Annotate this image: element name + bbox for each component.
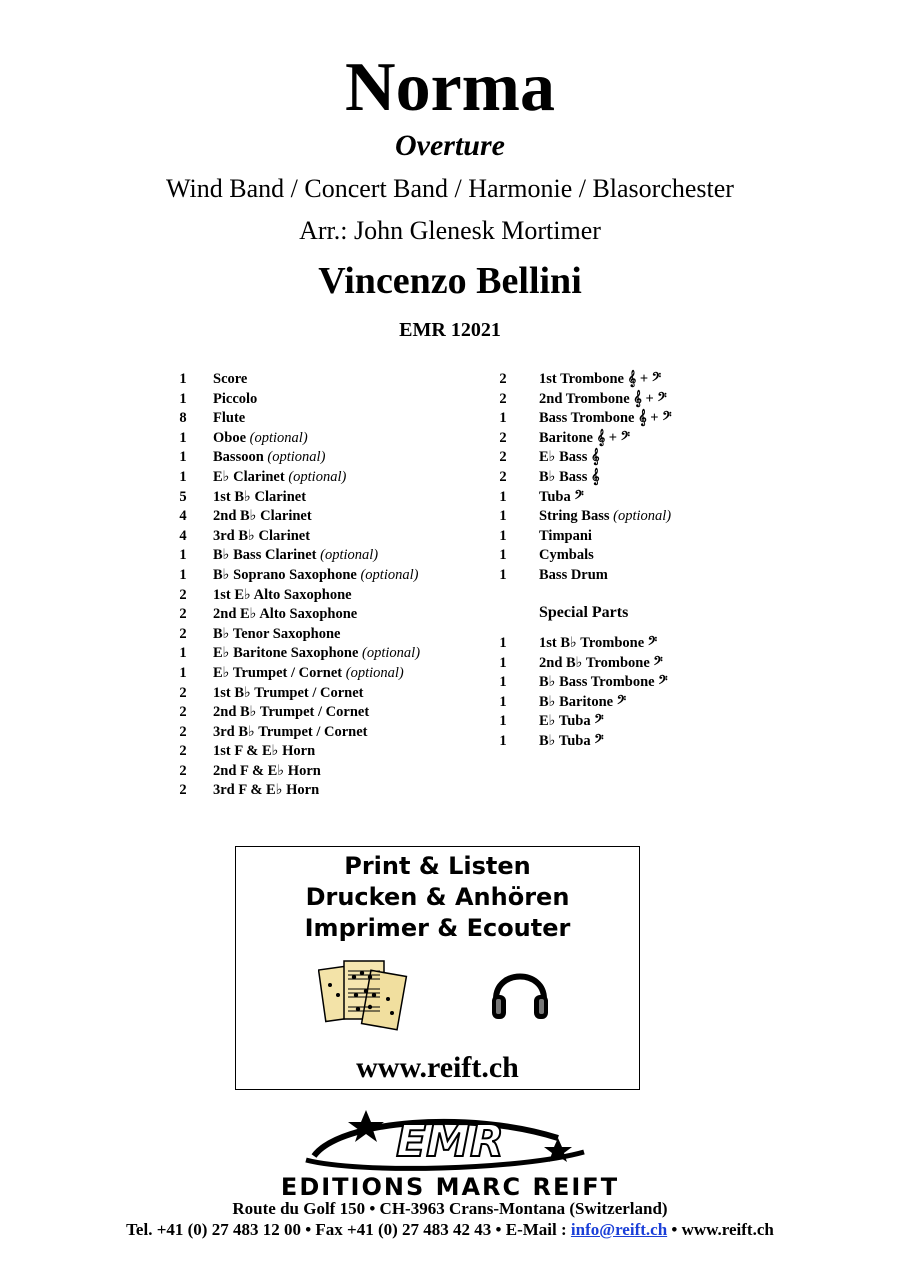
- part-label: Timpani: [539, 527, 592, 544]
- part-label: Bass Drum: [539, 566, 608, 583]
- part-row: [490, 409, 750, 429]
- part-label: String Bass: [539, 508, 610, 525]
- part-quantity: 1: [179, 390, 187, 407]
- part-row: [490, 654, 750, 674]
- part-optional-note: (optional): [249, 429, 308, 446]
- part-name: [213, 468, 346, 488]
- part-row: [170, 468, 490, 488]
- part-quantity: 1: [179, 371, 187, 387]
- part-label: 1st E♭ Alto Saxophone: [213, 586, 352, 603]
- part-label: 2nd B♭ Trumpet / Cornet: [213, 704, 370, 721]
- part-name: [213, 586, 352, 606]
- part-name: [539, 732, 604, 752]
- part-optional-note: (optional): [362, 645, 421, 662]
- part-label: 2nd Trombone 𝄞 + 𝄢: [539, 390, 667, 407]
- part-quantity: 2: [179, 606, 187, 623]
- part-label: E♭ Baritone Saxophone: [213, 645, 359, 662]
- part-label: Piccolo: [213, 390, 258, 407]
- part-name: [539, 390, 667, 410]
- part-name: [213, 566, 418, 586]
- part-row: [170, 742, 490, 762]
- part-name: [539, 712, 604, 732]
- composer: Vincenzo Bellini: [318, 260, 582, 302]
- part-name: [539, 546, 594, 566]
- part-name: [213, 507, 312, 527]
- part-quantity: 2: [179, 625, 187, 642]
- part-name: [213, 429, 308, 449]
- part-row: [170, 703, 490, 723]
- part-label: B♭ Soprano Saxophone: [213, 566, 357, 583]
- arranger: Arr.: John Glenesk Mortimer: [299, 216, 601, 245]
- part-name: [539, 488, 584, 508]
- part-quantity: 2: [499, 390, 507, 407]
- contact-phone-fax: Tel. +41 (0) 27 483 12 00 • Fax +41 (0) 27 483 42 43 • E-Mail :: [126, 1220, 571, 1239]
- part-quantity: 2: [499, 449, 507, 466]
- part-quantity: 1: [499, 674, 507, 691]
- part-label: E♭ Tuba 𝄢: [539, 713, 604, 730]
- part-row: [490, 429, 750, 449]
- part-row: [170, 546, 490, 566]
- part-name: [213, 390, 257, 410]
- part-name: [213, 625, 340, 645]
- part-row: [490, 527, 750, 547]
- part-quantity: 1: [499, 547, 507, 564]
- publisher-name: EDITIONS MARC REIFT: [280, 1173, 620, 1201]
- part-row: [490, 488, 750, 508]
- part-label: E♭ Trumpet / Cornet: [213, 664, 343, 681]
- part-label: Cymbals: [539, 547, 594, 564]
- part-quantity: 1: [179, 645, 187, 662]
- part-name: [539, 634, 657, 654]
- part-quantity: 1: [499, 410, 507, 427]
- part-name: [213, 527, 310, 547]
- part-name: [213, 448, 325, 468]
- part-label: 1st B♭ Clarinet: [213, 488, 307, 505]
- part-label: 2nd E♭ Alto Saxophone: [213, 606, 358, 623]
- special-parts-heading: Special Parts: [539, 604, 629, 621]
- part-quantity: 2: [179, 743, 187, 760]
- part-label: E♭ Clarinet: [213, 468, 285, 485]
- part-row: [490, 693, 750, 713]
- part-quantity: 1: [499, 508, 507, 525]
- part-row: [170, 488, 490, 508]
- publisher-address: Route du Golf 150 • CH-3963 Crans-Montana (Switzerland): [232, 1199, 668, 1218]
- part-row: [490, 468, 750, 488]
- parts-list-right: [490, 370, 750, 586]
- part-name: [213, 762, 321, 782]
- part-row: [170, 781, 490, 801]
- part-quantity: 2: [499, 468, 507, 485]
- part-name: [213, 488, 306, 508]
- part-row: [170, 586, 490, 606]
- part-quantity: 5: [179, 488, 187, 505]
- part-name: [539, 429, 630, 449]
- part-name: [213, 664, 404, 684]
- part-quantity: 4: [179, 527, 187, 544]
- part-label: Score: [213, 371, 248, 387]
- part-label: 1st F & E♭ Horn: [213, 743, 316, 760]
- part-quantity: 2: [179, 704, 187, 721]
- emr-logo-text: EMR: [396, 1116, 504, 1167]
- part-optional-note: (optional): [360, 566, 419, 583]
- part-label: Bassoon: [213, 449, 264, 466]
- part-quantity: 1: [499, 713, 507, 730]
- part-optional-note: (optional): [320, 547, 379, 564]
- part-quantity: 2: [179, 762, 187, 779]
- part-name: [213, 723, 368, 743]
- part-row: [490, 370, 750, 390]
- part-row: [490, 732, 750, 752]
- part-row: [170, 723, 490, 743]
- part-quantity: 1: [499, 635, 507, 651]
- promo-line-2: Drucken & Anhören: [305, 883, 570, 911]
- part-label: B♭ Bass Clarinet: [213, 547, 317, 564]
- part-label: 3rd B♭ Trumpet / Cornet: [213, 723, 368, 740]
- catalog-number: EMR 12021: [399, 319, 501, 341]
- part-row: [170, 762, 490, 782]
- ensemble: Wind Band / Concert Band / Harmonie / Blasorchester: [166, 174, 734, 203]
- subtitle: Overture: [395, 129, 505, 162]
- part-quantity: 1: [499, 488, 507, 505]
- part-row: [490, 390, 750, 410]
- part-quantity: 2: [179, 586, 187, 603]
- part-label: 1st Trombone 𝄞 + 𝄢: [539, 371, 662, 387]
- part-label: E♭ Bass 𝄞: [539, 449, 600, 466]
- part-label: 3rd B♭ Clarinet: [213, 527, 311, 544]
- headphones-icon: [488, 955, 552, 1027]
- part-name: [213, 644, 420, 664]
- part-optional-note: (optional): [267, 449, 326, 466]
- part-label: 2nd B♭ Trombone 𝄢: [539, 654, 663, 671]
- part-row: [490, 546, 750, 566]
- publisher-contact: [0, 1219, 900, 1241]
- part-name: [539, 566, 608, 586]
- part-name: [539, 468, 600, 488]
- part-quantity: 1: [179, 449, 187, 466]
- part-label: B♭ Baritone 𝄢: [539, 693, 627, 710]
- part-label: 1st B♭ Trumpet / Cornet: [213, 684, 364, 701]
- part-name: [539, 448, 600, 468]
- part-row: [490, 566, 750, 586]
- part-name: [539, 654, 663, 674]
- parts-list-special: [490, 634, 750, 752]
- part-name: [213, 605, 357, 625]
- part-name: [213, 409, 245, 429]
- email-link[interactable]: info@reift.ch: [570, 1220, 668, 1239]
- part-optional-note: (optional): [613, 508, 672, 525]
- sheet-music-icon: [318, 955, 408, 1035]
- part-label: B♭ Tenor Saxophone: [213, 625, 341, 642]
- part-name: [213, 546, 378, 566]
- part-name: [213, 370, 247, 390]
- title: Norma: [345, 49, 555, 126]
- part-quantity: 2: [179, 684, 187, 701]
- part-row: [170, 644, 490, 664]
- promo-line-3: Imprimer & Ecouter: [304, 914, 571, 942]
- part-quantity: 8: [179, 410, 187, 427]
- part-label: 1st B♭ Trombone 𝄢: [539, 635, 658, 651]
- part-row: [170, 527, 490, 547]
- part-quantity: 1: [499, 527, 507, 544]
- part-row: [170, 370, 490, 390]
- part-name: [213, 684, 364, 704]
- part-label: Flute: [213, 410, 246, 427]
- part-label: Tuba 𝄢: [539, 488, 584, 505]
- part-label: 3rd F & E♭ Horn: [213, 782, 320, 799]
- part-quantity: 1: [499, 566, 507, 583]
- part-quantity: 2: [499, 429, 507, 446]
- part-name: [539, 370, 661, 390]
- part-quantity: 1: [499, 732, 507, 749]
- part-row: [170, 409, 490, 429]
- promo-line-1: Print & Listen: [344, 852, 531, 880]
- part-quantity: 4: [179, 508, 187, 525]
- part-name: [539, 693, 626, 713]
- part-optional-note: (optional): [288, 468, 347, 485]
- part-label: B♭ Bass 𝄞: [539, 468, 600, 485]
- part-row: [490, 448, 750, 468]
- part-row: [170, 429, 490, 449]
- part-row: [170, 625, 490, 645]
- part-quantity: 1: [179, 429, 187, 446]
- part-quantity: 2: [499, 371, 507, 387]
- part-optional-note: (optional): [345, 664, 404, 681]
- part-row: [170, 390, 490, 410]
- part-name: [539, 507, 671, 527]
- part-quantity: 2: [179, 782, 187, 799]
- part-row: [490, 507, 750, 527]
- contact-website[interactable]: • www.reift.ch: [667, 1220, 774, 1239]
- part-name: [539, 409, 672, 429]
- part-quantity: 1: [179, 664, 187, 681]
- part-label: 2nd B♭ Clarinet: [213, 508, 312, 525]
- part-row: [170, 448, 490, 468]
- part-name: [539, 673, 668, 693]
- part-quantity: 1: [179, 547, 187, 564]
- part-quantity: 1: [499, 693, 507, 710]
- parts-list-left: [170, 370, 490, 801]
- part-quantity: 2: [179, 723, 187, 740]
- part-row: [490, 712, 750, 732]
- print-listen-box[interactable]: [235, 846, 640, 1090]
- part-quantity: 1: [179, 468, 187, 485]
- part-label: B♭ Tuba 𝄢: [539, 732, 604, 749]
- part-row: [170, 507, 490, 527]
- part-row: [170, 566, 490, 586]
- part-label: Bass Trombone 𝄞 + 𝄢: [539, 410, 672, 427]
- part-label: B♭ Bass Trombone 𝄢: [539, 674, 668, 691]
- emr-logo: [300, 1108, 600, 1176]
- part-label: Oboe: [213, 429, 247, 446]
- part-row: [170, 605, 490, 625]
- part-name: [213, 703, 369, 723]
- promo-url[interactable]: www.reift.ch: [356, 1051, 519, 1084]
- part-quantity: 1: [179, 566, 187, 583]
- part-name: [213, 742, 315, 762]
- part-row: [490, 673, 750, 693]
- part-quantity: 1: [499, 654, 507, 671]
- part-row: [490, 634, 750, 654]
- part-label: Baritone 𝄞 + 𝄢: [539, 429, 630, 446]
- part-label: 2nd F & E♭ Horn: [213, 762, 321, 779]
- part-row: [170, 664, 490, 684]
- part-name: [213, 781, 319, 801]
- part-name: [539, 527, 592, 547]
- part-row: [170, 684, 490, 704]
